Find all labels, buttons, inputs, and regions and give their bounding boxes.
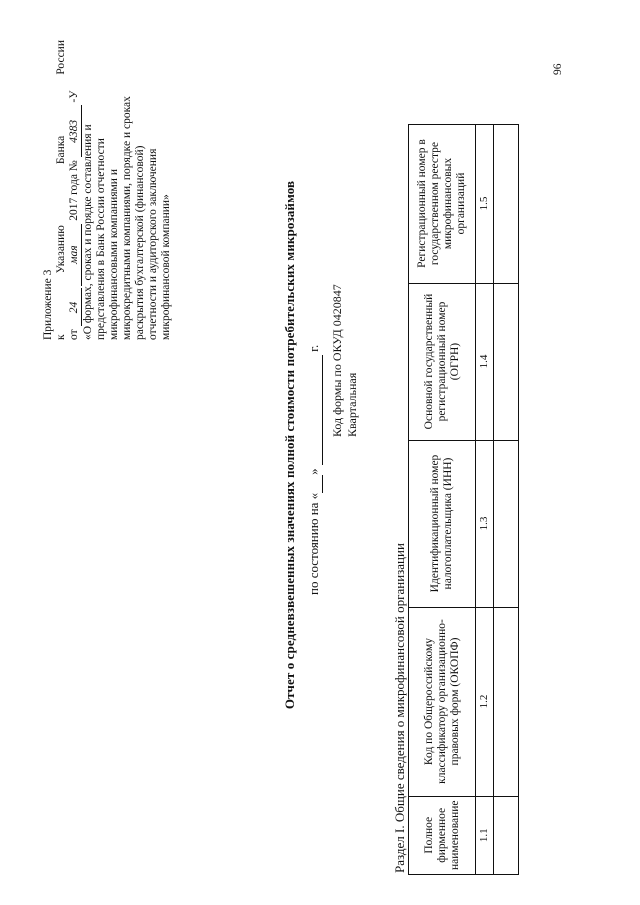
- appendix-text-1: «О формах, сроках и порядке составления и: [82, 124, 94, 340]
- col-number-2: 1.2: [476, 607, 494, 796]
- as-of-close: »: [306, 468, 321, 475]
- appendix-text-6: отчетности и аудиторского заключения: [147, 148, 159, 340]
- appendix-suffix: -У: [68, 90, 80, 103]
- col-number-5: 1.5: [476, 124, 494, 283]
- appendix-to: к: [55, 334, 67, 340]
- header-okopf: Код по Общероссийскому классификатору организационно-правовых форм (ОКОПФ): [409, 607, 476, 796]
- appendix-text-7: микрофинансовой компании»: [160, 194, 172, 340]
- appendix-from: от: [68, 329, 80, 340]
- col-number-1: 1.1: [476, 796, 494, 874]
- appendix-block: [42, 40, 173, 340]
- org-info-table: [408, 124, 519, 875]
- header-mfo-reg-number: Регистрационный номер в государственном реестре микрофинансовых организаций: [409, 124, 476, 283]
- appendix-year: 2017 года №: [68, 160, 80, 221]
- appendix-text-2: представления в Банк России отчетности: [95, 138, 107, 340]
- page-number: 96: [552, 63, 564, 75]
- appendix-text-4: микрокредитными компаниями, порядке и сроках: [121, 96, 133, 340]
- col-number-4: 1.4: [476, 283, 494, 440]
- header-ogrn: Основной государственный регистрационный номер (ОГРН): [409, 283, 476, 440]
- data-cell-1: [494, 796, 519, 874]
- section-title: Раздел I. Общие сведения о микрофинансовой организации: [392, 543, 407, 873]
- header-inn: Идентификационный номер налогоплательщика (ИНН): [409, 440, 476, 607]
- as-of-year-suffix: г.: [306, 344, 321, 352]
- as-of-day-blank: [306, 475, 323, 493]
- appendix-month: мая: [68, 224, 82, 286]
- as-of-date-line: [306, 345, 323, 595]
- appendix-bank: Банка: [55, 135, 67, 165]
- okud-code: Код формы по ОКУД 0420847: [330, 284, 344, 437]
- report-period: Квартальная: [345, 372, 359, 437]
- appendix-line-1: [55, 40, 68, 340]
- report-title: Отчет о средневзвешенных значениях полной стоимости потребительских микрозаймов: [282, 180, 297, 710]
- table-number-row: [476, 124, 494, 874]
- appendix-text-5: раскрытия бухгалтерской (финансовой): [134, 145, 146, 340]
- data-cell-2: [494, 607, 519, 796]
- table-row: [494, 124, 519, 874]
- as-of-month-year-blank: [306, 355, 323, 465]
- appendix-line-2: [68, 40, 82, 340]
- appendix-number: 4383: [68, 105, 82, 157]
- col-number-3: 1.3: [476, 440, 494, 607]
- appendix-text-3: микрофинансовыми компаниями и: [108, 169, 120, 340]
- table-header-row: [409, 124, 476, 874]
- data-cell-4: [494, 283, 519, 440]
- appendix-decree: Указанию: [55, 225, 67, 274]
- appendix-title: Приложение 3: [42, 269, 54, 340]
- data-cell-5: [494, 124, 519, 283]
- appendix-russia: России: [55, 40, 67, 75]
- appendix-day: 24: [68, 289, 82, 327]
- as-of-label: по состоянию на «: [306, 492, 321, 595]
- header-full-name: Полное фирменное наименование: [409, 796, 476, 874]
- data-cell-3: [494, 440, 519, 607]
